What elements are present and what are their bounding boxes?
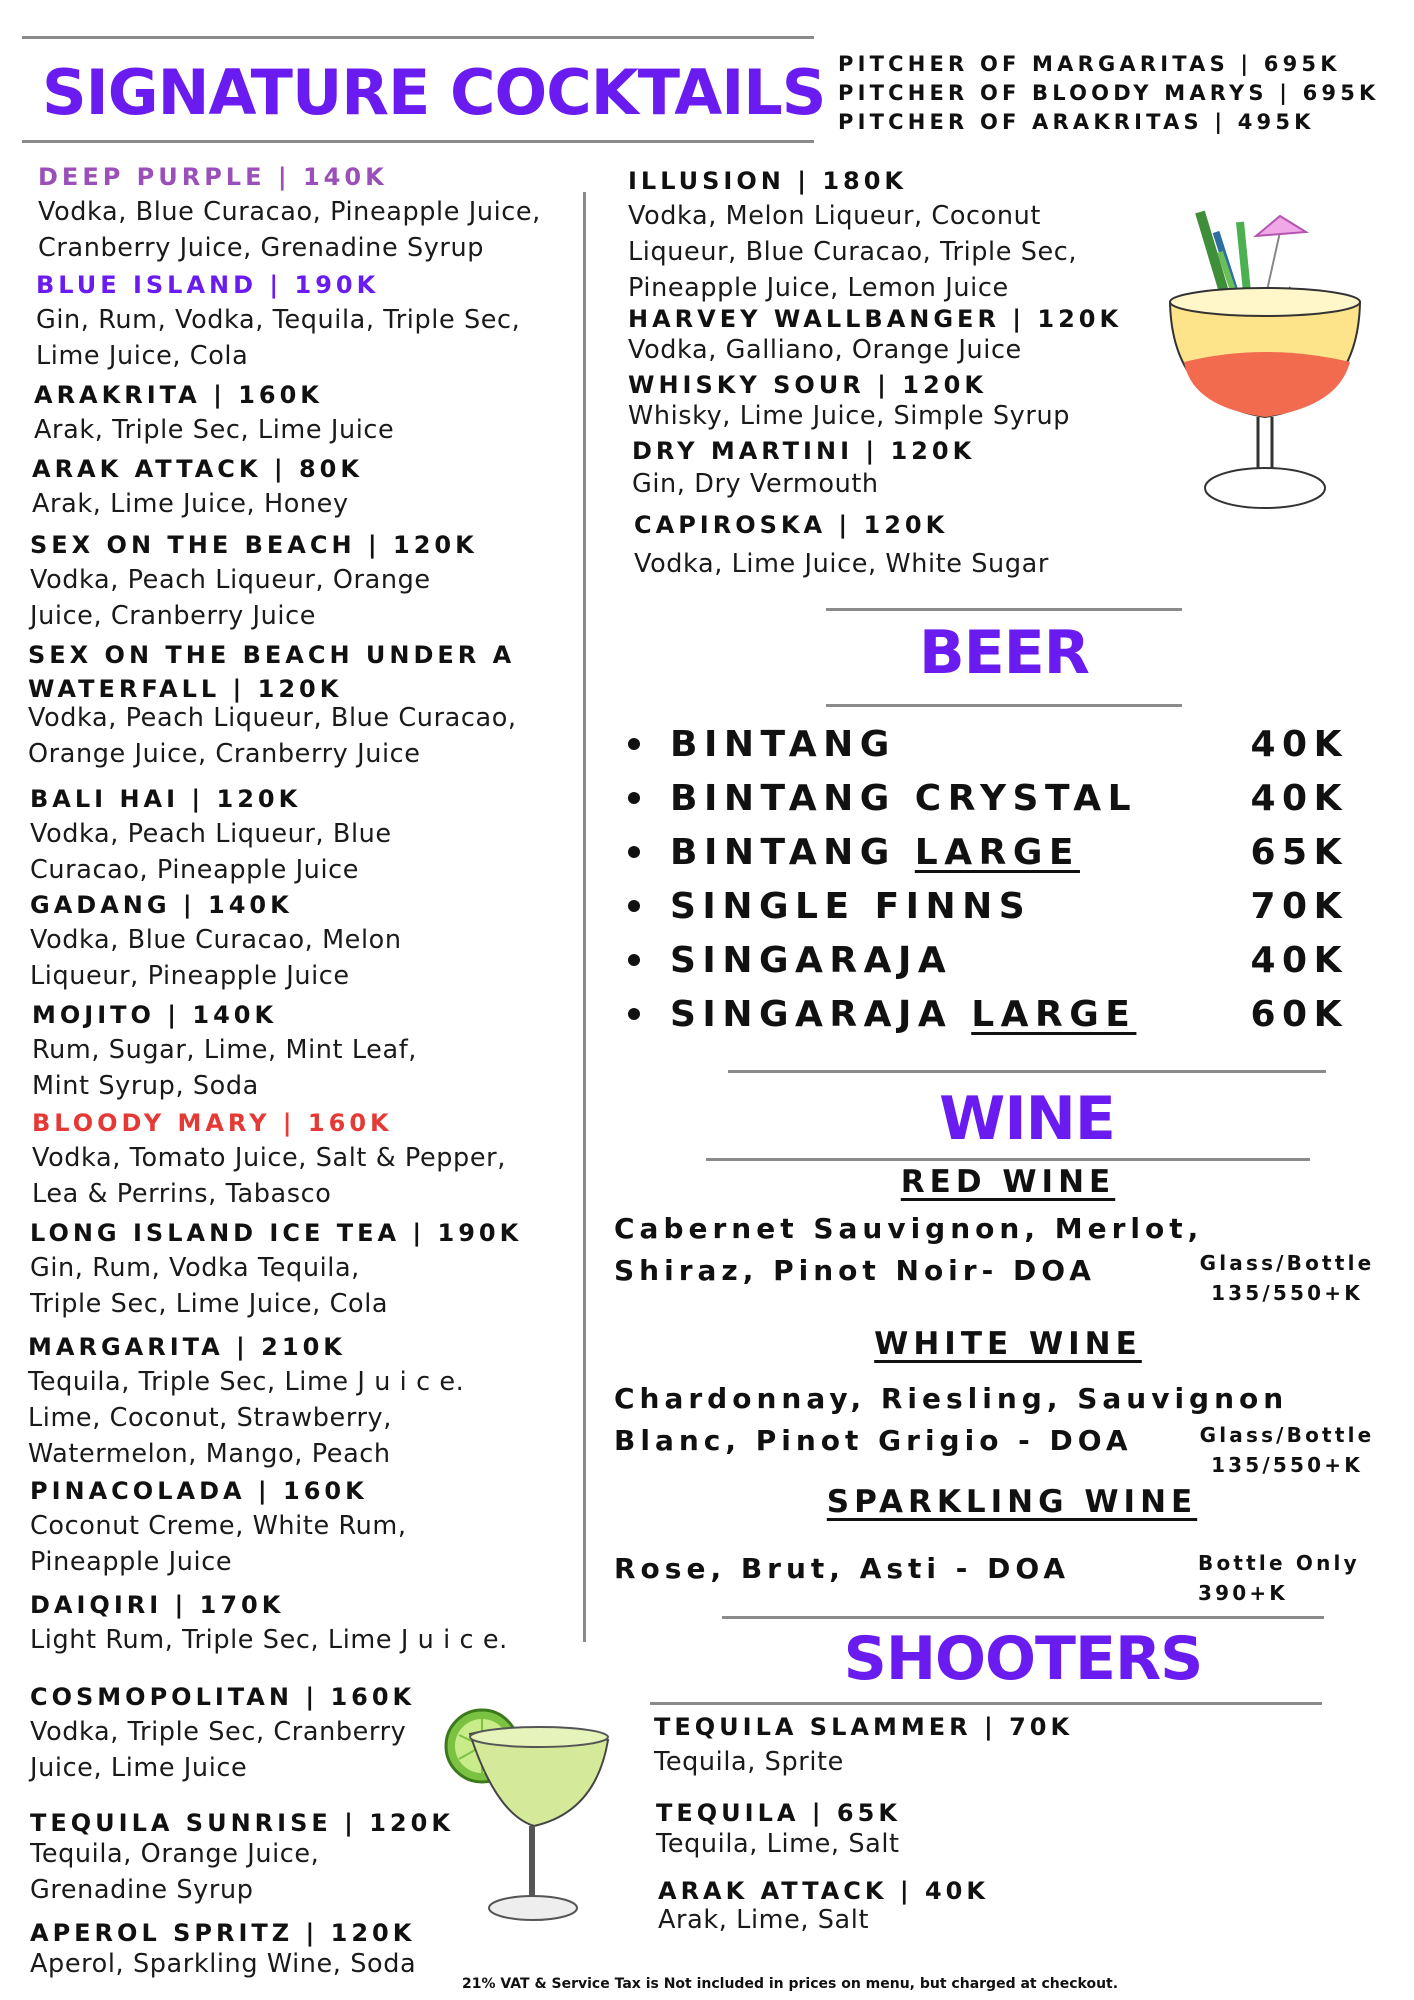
bullet-icon — [628, 1008, 640, 1020]
cocktail-ingredients: Gin, Rum, Vodka Tequila, — [30, 1253, 360, 1283]
cocktail-name: ARAKRITA | 160K — [34, 381, 323, 409]
cocktail-item — [30, 888, 402, 994]
sparkling-wine-varieties — [614, 1548, 1070, 1590]
cocktail-name: BALI HAI | 120K — [30, 785, 302, 813]
pitcher-item: PITCHER OF ARAKRITAS | 495K — [838, 110, 1315, 134]
cocktail-ingredients: Vodka, Peach Liqueur, Orange — [30, 565, 431, 595]
shooters-title: SHOOTERS — [843, 1624, 1203, 1694]
cocktail-name: ARAK ATTACK | 80K — [32, 455, 363, 483]
cocktail-name: WATERFALL | 120K — [28, 675, 343, 703]
beer-price: 60K — [1250, 994, 1348, 1035]
cocktail-item — [32, 998, 417, 1104]
price-value: 390+K — [1198, 1581, 1289, 1605]
page-title: SIGNATURE COCKTAILS — [42, 56, 826, 129]
cocktail-ingredients: Liqueur, Blue Curacao, Triple Sec, — [628, 237, 1078, 267]
shooter-name: ARAK ATTACK | 40K — [658, 1877, 989, 1905]
wine-line: Cabernet Sauvignon, Merlot, — [614, 1212, 1204, 1245]
price-label: Glass/Bottle — [1199, 1251, 1375, 1275]
cocktail-ingredients: Juice, Lime Juice — [30, 1753, 248, 1783]
beer-price: 40K — [1250, 940, 1348, 981]
cocktail-item — [30, 1916, 416, 1982]
cocktail-ingredients: Light Rum, Triple Sec, Lime J u i c e. — [30, 1625, 508, 1655]
beer-top-rule — [826, 608, 1182, 611]
price-value: 135/550+K — [1211, 1281, 1363, 1305]
pitcher-list — [838, 50, 1380, 137]
cocktail-ingredients: Arak, Triple Sec, Lime Juice — [34, 415, 395, 445]
cocktail-item — [30, 528, 478, 634]
header-bottom-rule — [22, 140, 814, 143]
cocktail-item — [632, 434, 975, 502]
cocktail-item — [634, 508, 1049, 582]
tropical-cocktail-illustration — [1160, 192, 1380, 532]
bullet-icon — [628, 954, 640, 966]
cocktail-ingredients: Curacao, Pineapple Juice — [30, 855, 360, 885]
red-wine-price — [1192, 1248, 1382, 1308]
cocktail-item — [28, 638, 517, 772]
cocktail-ingredients: Vodka, Peach Liqueur, Blue — [30, 819, 392, 849]
cocktail-name: ILLUSION | 180K — [628, 167, 908, 195]
shooter-name: TEQUILA | 65K — [656, 1799, 901, 1827]
bullet-icon — [628, 738, 640, 750]
beer-name: SINGLE FINNS — [670, 886, 1032, 927]
cocktail-item — [628, 368, 1070, 434]
bullet-icon — [628, 900, 640, 912]
price-value: 135/550+K — [1211, 1453, 1363, 1477]
cocktail-name: LONG ISLAND ICE TEA | 190K — [30, 1219, 523, 1247]
cocktail-item — [38, 160, 541, 266]
white-wine-price — [1192, 1420, 1382, 1480]
pitcher-item: PITCHER OF BLOODY MARYS | 695K — [838, 81, 1380, 105]
cocktail-name: CAPIROSKA | 120K — [634, 511, 949, 539]
shooter-item — [654, 1710, 1073, 1780]
beer-price: 40K — [1250, 778, 1348, 819]
cocktail-ingredients: Watermelon, Mango, Peach — [28, 1439, 391, 1469]
cocktail-item — [28, 1330, 464, 1472]
bullet-icon — [628, 792, 640, 804]
cocktail-name: HARVEY WALLBANGER | 120K — [628, 305, 1123, 333]
wine-title: WINE — [939, 1084, 1115, 1154]
wine-bottom-rule — [706, 1158, 1310, 1161]
beer-title: BEER — [919, 618, 1089, 688]
beer-item — [628, 832, 1348, 886]
cocktail-name: DEEP PURPLE | 140K — [38, 163, 388, 191]
cocktail-item — [30, 1474, 407, 1580]
cocktail-ingredients: Lime, Coconut, Strawberry, — [28, 1403, 392, 1433]
beer-bottom-rule — [826, 704, 1182, 707]
cocktail-ingredients: Vodka, Lime Juice, White Sugar — [634, 549, 1049, 579]
cocktail-ingredients: Pineapple Juice, Lemon Juice — [628, 273, 1009, 303]
beer-item — [628, 886, 1348, 940]
cocktail-ingredients: Tequila, Triple Sec, Lime J u i c e. — [28, 1367, 465, 1397]
cocktail-ingredients: Vodka, Triple Sec, Cranberry — [30, 1717, 407, 1747]
shooter-ingredients: Arak, Lime, Salt — [658, 1905, 870, 1935]
red-wine-varieties — [614, 1208, 1203, 1292]
cocktail-ingredients: Vodka, Peach Liqueur, Blue Curacao, — [28, 703, 517, 733]
cocktail-ingredients: Liqueur, Pineapple Juice — [30, 961, 350, 991]
cocktail-item — [628, 164, 1077, 306]
cocktail-ingredients: Arak, Lime Juice, Honey — [32, 489, 349, 519]
cocktail-ingredients: Juice, Cranberry Juice — [30, 601, 317, 631]
cocktail-item — [628, 302, 1122, 368]
cocktail-name: DAIQIRI | 170K — [30, 1591, 285, 1619]
sparkling-wine-price — [1198, 1548, 1378, 1608]
column-divider — [583, 192, 586, 1642]
bullet-icon — [628, 846, 640, 858]
cocktail-ingredients: Orange Juice, Cranberry Juice — [28, 739, 421, 769]
cocktail-item — [32, 1106, 506, 1212]
beer-item — [628, 994, 1348, 1048]
cocktail-name: BLOODY MARY | 160K — [32, 1109, 393, 1137]
wine-line: Shiraz, Pinot Noir- DOA — [614, 1254, 1096, 1287]
white-wine-label: WHITE WINE — [874, 1326, 1142, 1362]
red-wine-label: RED WINE — [900, 1164, 1116, 1200]
cocktail-name: APEROL SPRITZ | 120K — [30, 1919, 416, 1947]
cocktail-ingredients: Vodka, Melon Liqueur, Coconut — [628, 201, 1041, 231]
beer-item — [628, 724, 1348, 778]
beer-name: SINGARAJA — [670, 940, 953, 981]
cocktail-ingredients: Vodka, Blue Curacao, Melon — [30, 925, 402, 955]
cocktail-ingredients: Vodka, Tomato Juice, Salt & Pepper, — [32, 1143, 506, 1173]
cocktail-ingredients: Mint Syrup, Soda — [32, 1071, 259, 1101]
sparkling-wine-label: SPARKLING WINE — [826, 1484, 1198, 1520]
cocktail-item — [30, 782, 392, 888]
cocktail-ingredients: Rum, Sugar, Lime, Mint Leaf, — [32, 1035, 417, 1065]
beer-name: BINTANG LARGE — [670, 832, 1080, 873]
shooter-item — [658, 1874, 989, 1938]
cocktail-item — [30, 1216, 522, 1322]
pitcher-item: PITCHER OF MARGARITAS | 695K — [838, 52, 1341, 76]
cocktail-name: TEQUILA SUNRISE | 120K — [30, 1809, 454, 1837]
beer-price: 40K — [1250, 724, 1348, 765]
beer-name: BINTANG — [670, 724, 896, 765]
cocktail-item — [36, 268, 520, 374]
cocktail-name: BLUE ISLAND | 190K — [36, 271, 380, 299]
header-top-rule — [22, 36, 814, 39]
cocktail-ingredients: Pineapple Juice — [30, 1547, 233, 1577]
cocktail-item — [30, 1806, 454, 1908]
cocktail-ingredients: Vodka, Galliano, Orange Juice — [628, 335, 1022, 365]
cocktail-item — [30, 1680, 415, 1786]
cocktail-item — [34, 378, 394, 448]
cocktail-ingredients: Coconut Creme, White Rum, — [30, 1511, 407, 1541]
cocktail-ingredients: Aperol, Sparkling Wine, Soda — [30, 1949, 417, 1979]
cocktail-name: SEX ON THE BEACH UNDER A — [28, 641, 516, 669]
shooter-name: TEQUILA SLAMMER | 70K — [654, 1713, 1074, 1741]
shooter-ingredients: Tequila, Lime, Salt — [656, 1829, 900, 1859]
shooter-ingredients: Tequila, Sprite — [654, 1747, 844, 1777]
cocktail-name: DRY MARTINI | 120K — [632, 437, 976, 465]
cocktail-ingredients: Gin, Rum, Vodka, Tequila, Triple Sec, — [36, 305, 521, 335]
beer-item — [628, 778, 1348, 832]
shooters-bottom-rule — [650, 1702, 1322, 1705]
cocktail-name: MARGARITA | 210K — [28, 1333, 346, 1361]
shooter-item — [656, 1796, 901, 1862]
cocktail-item — [32, 452, 363, 522]
cocktail-ingredients: Lea & Perrins, Tabasco — [32, 1179, 332, 1209]
shooters-top-rule — [722, 1616, 1324, 1619]
wine-line: Blanc, Pinot Grigio - DOA — [614, 1424, 1133, 1457]
wine-line: Chardonnay, Riesling, Sauvignon — [614, 1382, 1289, 1415]
wine-line: Rose, Brut, Asti - DOA — [614, 1552, 1071, 1585]
cocktail-name: GADANG | 140K — [30, 891, 293, 919]
cocktail-ingredients: Cranberry Juice, Grenadine Syrup — [38, 233, 485, 263]
cocktail-ingredients: Vodka, Blue Curacao, Pineapple Juice, — [38, 197, 541, 227]
beer-price: 65K — [1250, 832, 1348, 873]
cocktail-ingredients: Whisky, Lime Juice, Simple Syrup — [628, 401, 1071, 431]
beer-name: BINTANG CRYSTAL — [670, 778, 1138, 819]
cocktail-ingredients: Triple Sec, Lime Juice, Cola — [30, 1289, 389, 1319]
beer-price: 70K — [1250, 886, 1348, 927]
white-wine-varieties — [614, 1378, 1288, 1462]
cocktail-ingredients: Gin, Dry Vermouth — [632, 469, 879, 499]
wine-top-rule — [728, 1070, 1326, 1073]
cocktail-ingredients: Lime Juice, Cola — [36, 341, 249, 371]
cocktail-ingredients: Grenadine Syrup — [30, 1875, 254, 1905]
cocktail-ingredients: Tequila, Orange Juice, — [30, 1839, 320, 1869]
price-label: Bottle Only — [1198, 1551, 1360, 1575]
cocktail-item — [30, 1588, 508, 1658]
margarita-glass-illustration — [436, 1702, 616, 1930]
price-label: Glass/Bottle — [1199, 1423, 1375, 1447]
beer-name: SINGARAJA LARGE — [670, 994, 1137, 1035]
cocktail-name: WHISKY SOUR | 120K — [628, 371, 987, 399]
tax-notice: 21% VAT & Service Tax is Not included in prices on menu, but charged at checkout. — [462, 1976, 1119, 1992]
cocktail-name: COSMOPOLITAN | 160K — [30, 1683, 416, 1711]
cocktail-name: PINACOLADA | 160K — [30, 1477, 368, 1505]
cocktail-name: SEX ON THE BEACH | 120K — [30, 531, 478, 559]
beer-item — [628, 940, 1348, 994]
cocktail-name: MOJITO | 140K — [32, 1001, 278, 1029]
